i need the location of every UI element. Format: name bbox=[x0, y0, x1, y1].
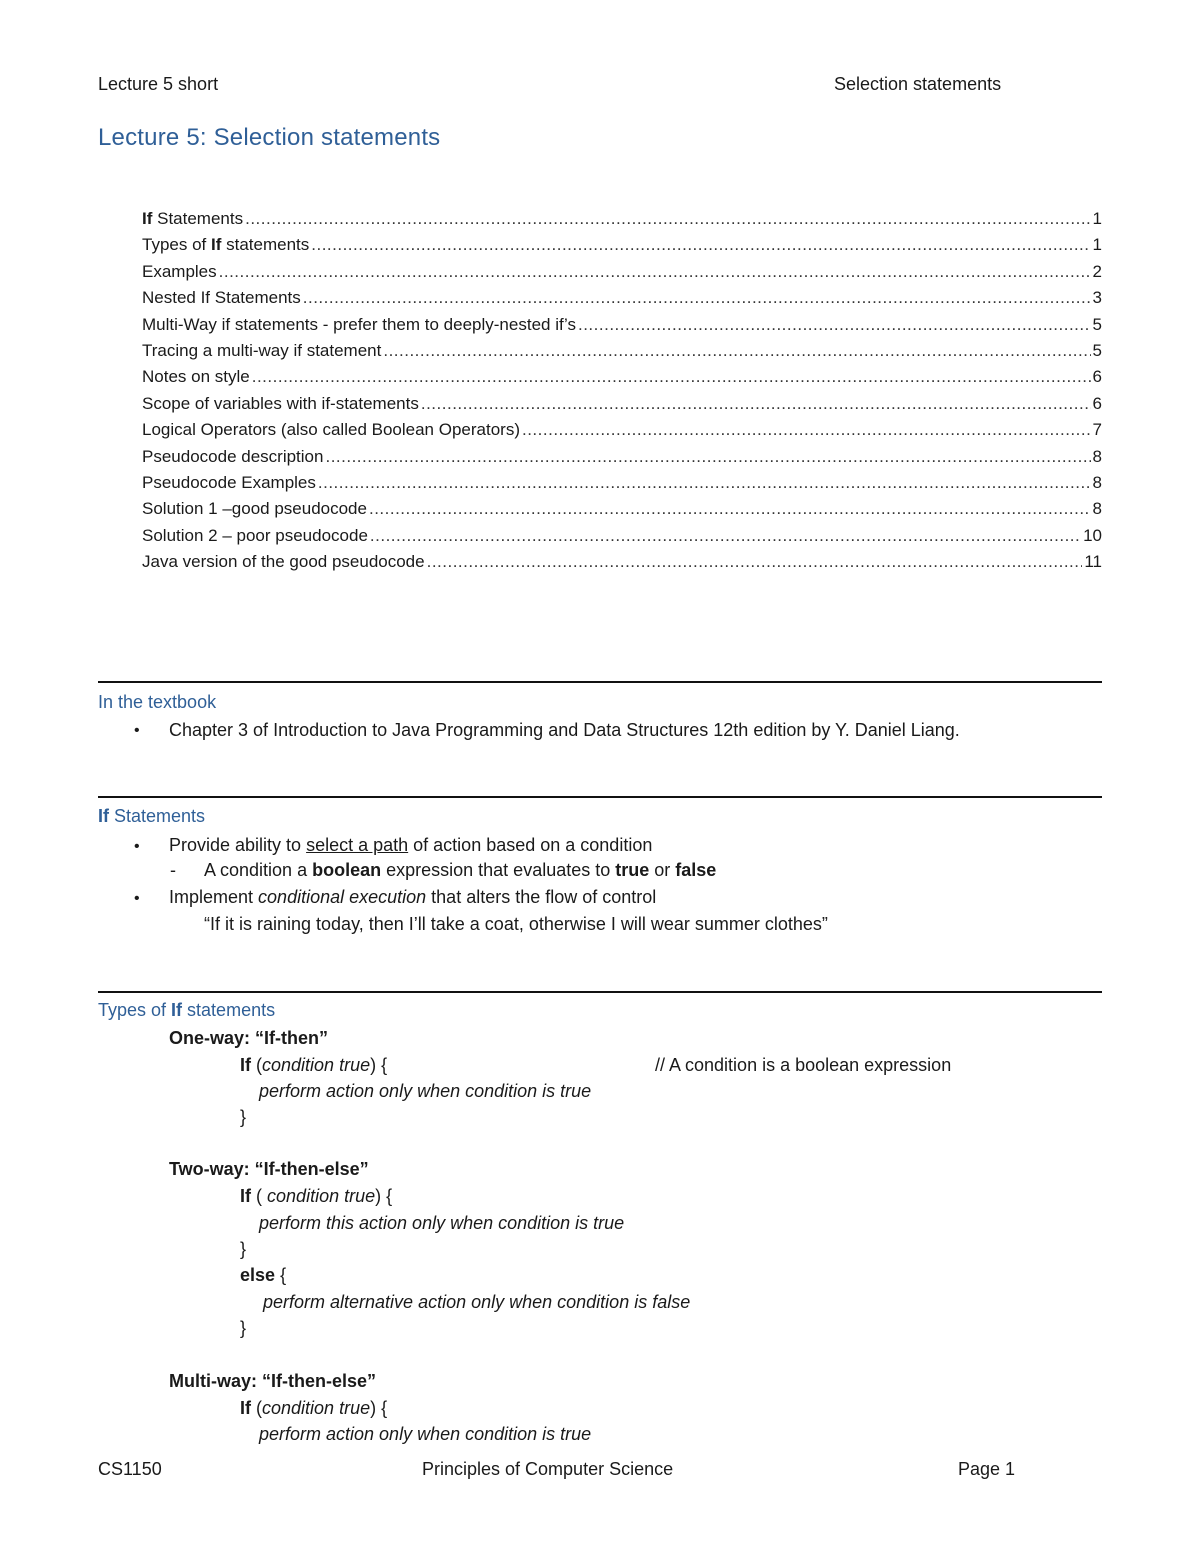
text-italic: conditional execution bbox=[258, 887, 427, 907]
section-heading-types bbox=[98, 1000, 275, 1021]
one-way-body: perform action only when condition is true bbox=[259, 1081, 592, 1101]
toc-label: Pseudocode description bbox=[142, 446, 324, 466]
section-heading-textbook: In the textbook bbox=[98, 692, 217, 712]
textbook-reference: Chapter 3 of Introduction to Java Programming and Data Structures 12th edition by Y. Daniel Liang. bbox=[169, 720, 960, 740]
heading-bold: If bbox=[98, 806, 109, 826]
toc-leader bbox=[427, 552, 1083, 572]
toc-page-number: 6 bbox=[1092, 393, 1102, 413]
table-of-contents bbox=[142, 209, 1102, 578]
heading-text: Statements bbox=[109, 806, 206, 826]
section-divider bbox=[98, 681, 1102, 683]
keyword-else: else bbox=[240, 1265, 276, 1285]
toc-leader bbox=[325, 447, 1090, 467]
one-way-comment: // A condition is a boolean expression bbox=[655, 1055, 952, 1075]
text: of action based on a condition bbox=[408, 835, 653, 855]
text-bold: true bbox=[615, 860, 650, 880]
toc-entry[interactable] bbox=[142, 447, 1102, 473]
text: ) { bbox=[370, 1055, 388, 1075]
toc-label: Multi-Way if statements - prefer them to deeply-nested if’s bbox=[142, 314, 576, 334]
toc-label: Types of bbox=[142, 235, 211, 255]
keyword-if: If bbox=[240, 1186, 251, 1206]
text: ) { bbox=[375, 1186, 393, 1206]
closing-brace: } bbox=[240, 1239, 247, 1259]
sub-bullet-dash: - bbox=[170, 860, 176, 880]
toc-label: Solution 1 –good pseudocode bbox=[142, 499, 367, 519]
text-bold: false bbox=[675, 860, 717, 880]
two-way-label: Two-way: “If-then-else” bbox=[169, 1159, 369, 1179]
one-way-label: One-way: “If-then” bbox=[169, 1028, 329, 1048]
toc-leader bbox=[369, 499, 1091, 519]
text: expression that evaluates to bbox=[381, 860, 616, 880]
toc-page-number: 2 bbox=[1092, 261, 1102, 281]
multi-way-if-line bbox=[240, 1398, 387, 1419]
condition-text: condition true bbox=[262, 1398, 371, 1418]
toc-label: Logical Operators (also called Boolean Operators) bbox=[142, 420, 520, 440]
toc-leader bbox=[303, 288, 1091, 308]
footer-course-name: Principles of Computer Science bbox=[422, 1459, 674, 1479]
toc-entry[interactable] bbox=[142, 367, 1102, 393]
footer-page-number: Page 1 bbox=[958, 1459, 1016, 1479]
if-sub-bullet-condition bbox=[204, 860, 716, 881]
toc-page-number: 6 bbox=[1092, 367, 1102, 387]
toc-label: Scope of variables with if-statements bbox=[142, 393, 419, 413]
if-example-quote: “If it is raining today, then I’ll take a coat, otherwise I will wear summer clothes” bbox=[204, 914, 828, 934]
text: ( bbox=[256, 1398, 263, 1418]
heading-text: Types of bbox=[98, 1000, 172, 1020]
one-way-if-line bbox=[240, 1055, 387, 1076]
toc-entry[interactable] bbox=[142, 499, 1102, 525]
toc-entry[interactable] bbox=[142, 341, 1102, 367]
toc-entry[interactable] bbox=[142, 394, 1102, 420]
header-right: Selection statements bbox=[834, 74, 1002, 94]
text: { bbox=[280, 1265, 287, 1285]
toc-label-bold: If bbox=[142, 209, 153, 228]
toc-label: Statements bbox=[152, 209, 244, 228]
toc-leader bbox=[219, 262, 1091, 282]
toc-entry[interactable] bbox=[142, 262, 1102, 288]
bullet-dot-icon: • bbox=[134, 722, 140, 739]
footer-course-code: CS1150 bbox=[98, 1459, 162, 1479]
keyword-if: If bbox=[240, 1398, 251, 1418]
multi-way-body: perform action only when condition is true bbox=[259, 1424, 592, 1444]
toc-page-number: 7 bbox=[1092, 420, 1102, 440]
heading-text: statements bbox=[182, 1000, 276, 1020]
toc-entry[interactable] bbox=[142, 235, 1102, 261]
condition-text: condition true bbox=[262, 1055, 371, 1075]
text: Provide ability to bbox=[169, 835, 307, 855]
toc-label: Java version of the good pseudocode bbox=[142, 552, 425, 572]
two-way-else-body: perform alternative action only when condition is false bbox=[263, 1292, 691, 1312]
toc-label: Examples bbox=[142, 261, 217, 281]
if-bullet-select-path bbox=[169, 835, 652, 856]
toc-leader bbox=[318, 473, 1091, 493]
keyword-if: If bbox=[240, 1055, 251, 1075]
toc-entry[interactable] bbox=[142, 420, 1102, 446]
text: ) { bbox=[370, 1398, 388, 1418]
toc-label: Notes on style bbox=[142, 367, 250, 387]
toc-entry[interactable] bbox=[142, 526, 1102, 552]
toc-label: Solution 2 – poor pseudocode bbox=[142, 525, 368, 545]
two-way-if-line bbox=[240, 1186, 392, 1207]
toc-page-number: 5 bbox=[1092, 314, 1102, 334]
toc-page-number: 8 bbox=[1092, 446, 1102, 466]
text: or bbox=[649, 860, 676, 880]
closing-brace: } bbox=[240, 1107, 247, 1127]
toc-entry[interactable] bbox=[142, 209, 1102, 235]
toc-leader bbox=[578, 315, 1091, 335]
toc-label-bold: If bbox=[210, 235, 222, 255]
select-a-path-link[interactable]: select a path bbox=[306, 835, 409, 855]
text: ( bbox=[256, 1055, 263, 1075]
toc-leader bbox=[370, 526, 1081, 546]
toc-page-number: 8 bbox=[1092, 499, 1102, 519]
toc-leader bbox=[383, 341, 1090, 361]
multi-way-label: Multi-way: “If-then-else” bbox=[169, 1371, 377, 1391]
toc-page-number: 1 bbox=[1092, 209, 1102, 228]
toc-page-number: 1 bbox=[1092, 235, 1102, 255]
toc-entry[interactable] bbox=[142, 315, 1102, 341]
header-left: Lecture 5 short bbox=[98, 74, 219, 94]
section-divider bbox=[98, 796, 1102, 798]
toc-label: Tracing a multi-way if statement bbox=[142, 340, 382, 360]
toc-page-number: 5 bbox=[1092, 340, 1102, 360]
toc-label: Nested If Statements bbox=[142, 288, 301, 308]
toc-leader bbox=[421, 394, 1091, 414]
bullet-dot-icon: • bbox=[134, 838, 140, 855]
if-bullet-conditional-execution bbox=[169, 887, 656, 908]
text: A condition a bbox=[204, 860, 313, 880]
toc-page-number: 3 bbox=[1092, 288, 1102, 308]
heading-bold: If bbox=[171, 1000, 183, 1020]
text: that alters the flow of control bbox=[426, 887, 657, 907]
toc-label: Pseudocode Examples bbox=[142, 472, 316, 492]
toc-label: statements bbox=[221, 235, 310, 255]
condition-text: condition true bbox=[267, 1186, 376, 1206]
toc-entry[interactable] bbox=[142, 552, 1102, 578]
page-title: Lecture 5: Selection statements bbox=[98, 124, 441, 151]
toc-entry[interactable] bbox=[142, 473, 1102, 499]
toc-leader bbox=[252, 367, 1091, 387]
toc-entry[interactable] bbox=[142, 288, 1102, 314]
section-heading-if-statements bbox=[98, 806, 205, 827]
two-way-else-line bbox=[240, 1265, 286, 1286]
toc-page-number: 11 bbox=[1084, 552, 1102, 572]
toc-leader bbox=[245, 209, 1090, 229]
section-divider bbox=[98, 991, 1102, 993]
text: Implement bbox=[169, 887, 259, 907]
two-way-body: perform this action only when condition is true bbox=[259, 1213, 625, 1233]
toc-leader bbox=[522, 420, 1091, 440]
closing-brace: } bbox=[240, 1318, 247, 1338]
toc-page-number: 8 bbox=[1092, 472, 1102, 492]
bullet-dot-icon: • bbox=[134, 890, 140, 907]
toc-page-number: 10 bbox=[1083, 525, 1102, 545]
text: ( bbox=[256, 1186, 263, 1206]
toc-leader bbox=[311, 235, 1090, 255]
text-bold: boolean bbox=[312, 860, 382, 880]
